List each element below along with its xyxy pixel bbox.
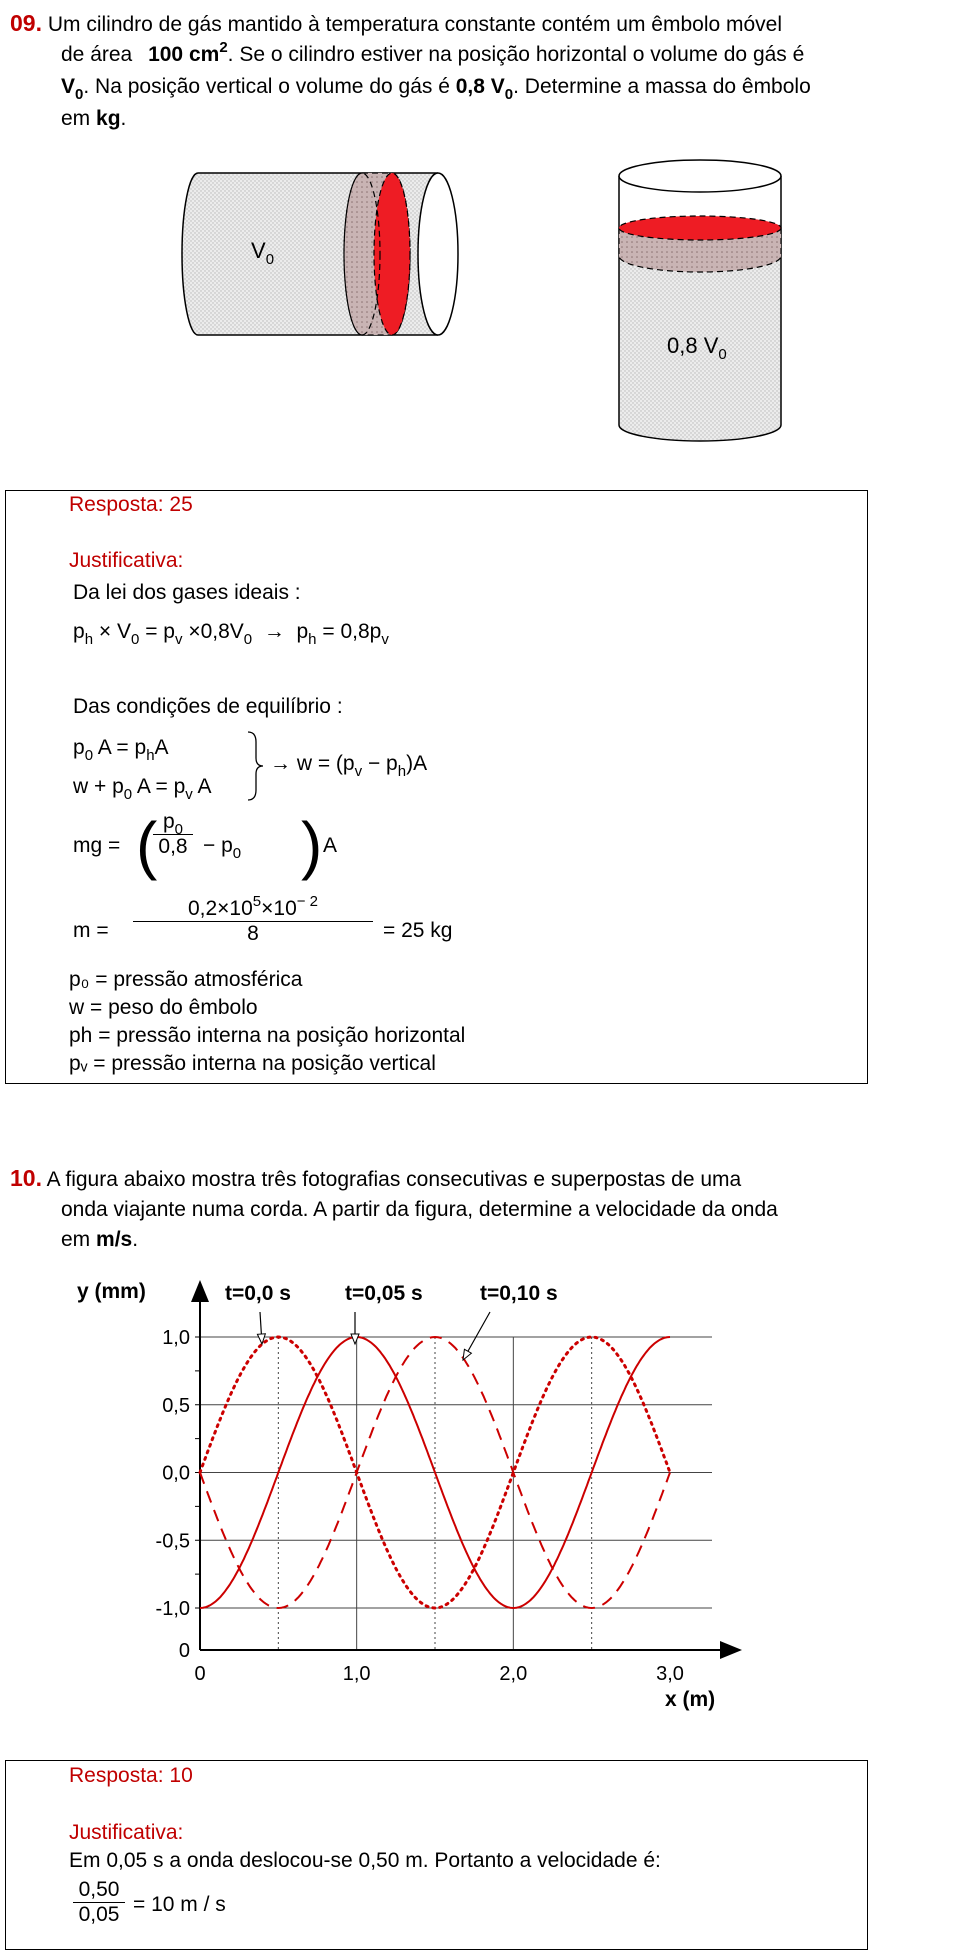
x-axis-label: x (m) <box>665 1688 716 1711</box>
q9-cylinders-figure <box>0 150 960 450</box>
q9-legend-ph: ph = pressão interna na posição horizontal <box>69 1024 466 1047</box>
q9-text-line1: Um cilindro de gás mantido à temperatura constante contém um êmbolo móvel <box>47 13 783 36</box>
q9-legend-w: w = peso do êmbolo <box>69 996 258 1019</box>
q9-v0-sub: 0 <box>75 86 84 103</box>
q9-text-line4a: em <box>61 107 91 130</box>
q10-text-line1: A figura abaixo mostra três fotografias consecutivas e superpostas de uma <box>46 1168 742 1191</box>
y-tick-label: -0,5 <box>155 1530 190 1553</box>
q9-right-cylinder-label: 0,8 $V_0$ <box>667 333 727 363</box>
q10-text-line3b: . <box>132 1228 139 1251</box>
q9-line-equilibrium: Das condições de equilíbrio : <box>73 695 343 718</box>
q9-statement <box>10 8 955 134</box>
series-label-1: t=0,05 s <box>345 1282 423 1305</box>
y-axis-arrow <box>191 1280 209 1302</box>
q9-left-cylinder-label: $V_0$ <box>251 238 275 268</box>
q9-text-line3b: . Determine a massa do êmbolo <box>513 75 811 98</box>
x-tick-label: 1,0 <box>342 1663 371 1685</box>
q9-eq-equilibrium-1: $p_0$ $A = p_hA$ <box>73 736 169 764</box>
q10-explanation: Em 0,05 s a onda deslocou-se 0,50 m. Portanto a velocidade é: <box>69 1849 661 1872</box>
series-label-2: t=0,10 s <box>480 1282 558 1305</box>
q10-statement <box>10 1163 955 1255</box>
y-tick-label: 0,5 <box>162 1394 190 1417</box>
q9-text-line3a: . Na posição vertical o volume do gás é <box>83 75 450 98</box>
q10-wave-chart <box>0 1260 960 1740</box>
q9-eq-gas-law: $p_h \times V_0 = p_v \times 0,8V_0 \to p_h = 0,8p_v$ <box>73 620 389 648</box>
q9-legend-pv: pᵥ = pressão interna na posição vertical <box>69 1052 436 1075</box>
x-tick-label: 0 <box>194 1663 206 1685</box>
q10-text-line3a: em <box>61 1228 91 1251</box>
x-tick-label: 3,0 <box>656 1663 684 1685</box>
q9-eq-equilibrium-2: $w + p_0$ $A = p_v$ A <box>73 775 212 803</box>
series-label-arrowhead-2 <box>463 1349 471 1360</box>
q10-text-line2: onda viajante numa corda. A partir da figura, determine a velocidade da onda <box>61 1198 778 1221</box>
y-tick-label: 1,0 <box>162 1327 190 1349</box>
q9-number: 09. <box>10 10 42 36</box>
q9-v0: V <box>61 75 76 98</box>
vertical-cylinder <box>619 160 781 441</box>
q9-v08-sub: 0 <box>504 86 514 103</box>
q9-line-gas-law: Da lei dos gases ideais : <box>73 581 301 604</box>
q10-number: 10. <box>10 1165 42 1191</box>
q9-text-line2b: . Se o cilindro estiver na posição horizontal o volume do gás é <box>227 43 805 66</box>
y-origin-label: 0 <box>178 1640 190 1662</box>
series-label-arrowhead-1 <box>351 1334 359 1344</box>
series-label-0: t=0,0 s <box>225 1282 291 1305</box>
q9-unit: kg <box>96 107 121 130</box>
q10-unit: m/s <box>96 1228 133 1251</box>
q9-area: 100 cm <box>148 43 220 66</box>
y-axis-label: y (mm) <box>77 1280 146 1303</box>
q9-v08: 0,8 V <box>455 75 505 98</box>
q10-justificativa: Justificativa: <box>69 1821 184 1844</box>
q9-eq-weight: → $w = (p_v - p_h)A$ <box>270 752 428 780</box>
horizontal-cylinder <box>182 173 458 335</box>
y-tick-label: -1,0 <box>155 1598 190 1620</box>
x-tick-label: 2,0 <box>499 1663 528 1685</box>
q9-area-exp: 2 <box>219 39 228 56</box>
q9-text-line2a: de área <box>61 43 133 66</box>
q9-text-line4b: . <box>120 107 127 130</box>
q9-justificativa: Justificativa: <box>69 549 184 572</box>
q10-resposta: Resposta: 10 <box>69 1764 193 1787</box>
q9-resposta: Resposta: 25 <box>69 493 193 516</box>
x-axis-arrow <box>720 1641 742 1659</box>
y-tick-label: 0,0 <box>162 1462 190 1485</box>
q9-legend-p0: p₀ = pressão atmosférica <box>69 968 303 991</box>
q9-brace <box>245 730 265 802</box>
